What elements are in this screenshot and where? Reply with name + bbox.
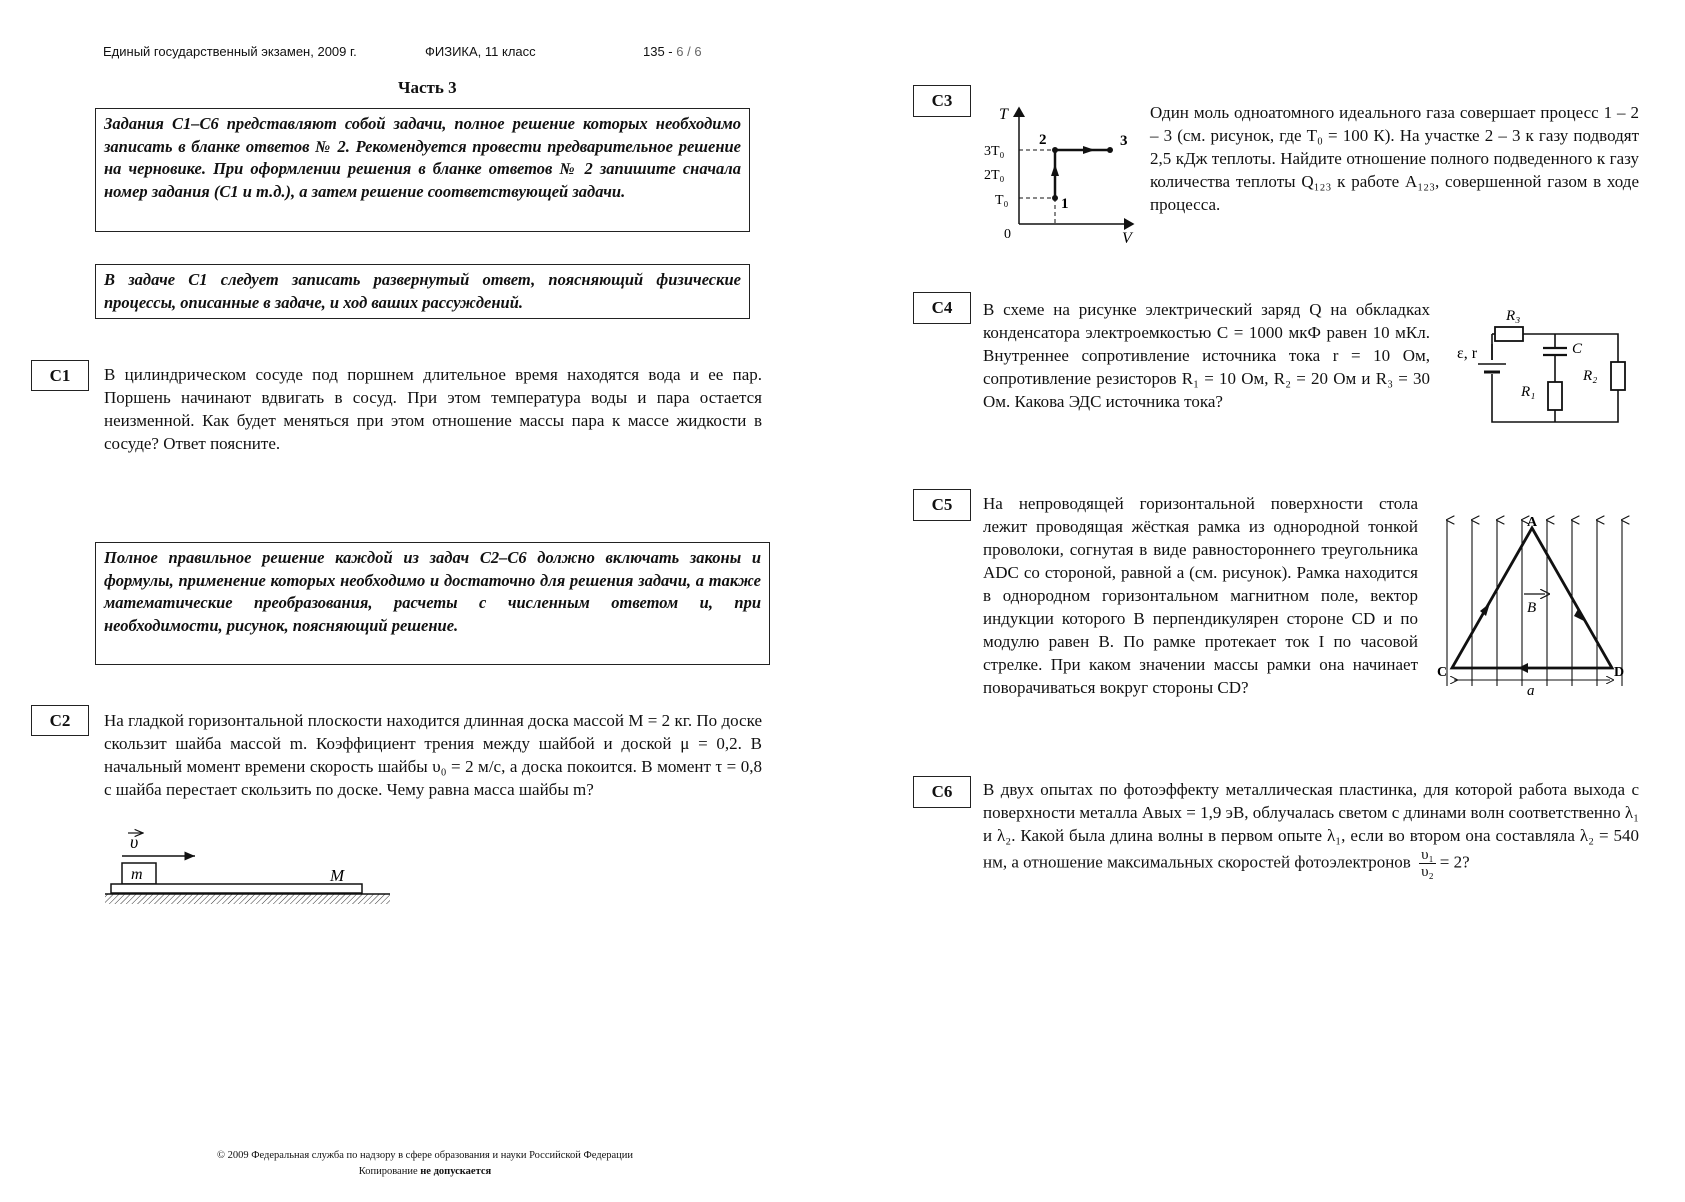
task-text-c4: В схеме на рисунке электрический заряд Q на обкладках конденсатора электроемкостью C = 1000 мкФ равен 10 мКл. Внутреннее сопротивление источника тока r = 10 Ом, сопротивление резисторов R₁ = 10 Ом, R₂ = 20 Ом и R₃ = 30 Ом. Какова ЭДС источника тока? <box>983 300 1430 411</box>
r3-label: R₃ <box>1506 308 1521 324</box>
c5-figure <box>1432 506 1632 698</box>
arrow-2-3 <box>1083 146 1095 154</box>
point-2 <box>1052 147 1058 153</box>
board-label: M <box>330 866 345 885</box>
ratio-tail: = 2? <box>1439 852 1470 872</box>
origin-label: 0 <box>1004 227 1011 242</box>
resistor-r3 <box>1495 327 1523 341</box>
task-label-c6: C6 <box>913 776 971 808</box>
header-exam: Единый государственный экзамен, 2009 г. <box>103 44 357 59</box>
task-label-c5: C5 <box>913 489 971 521</box>
task-text-c1: В цилиндрическом сосуде под поршнем длительное время находятся вода и ее пар. Поршень начинают вдвигать в сосуд. При этом температура воды и пара остается неизменной. Как будет меняться при этом отношение массы пара к массе жидкости в сосуде? Ответ поясните. <box>104 365 762 453</box>
instruction-box-2: В задаче С1 следует записать развернутый ответ, поясняющий физические процессы, описанные в задаче, и ход ваших рассуждений. <box>95 264 750 319</box>
header-subject: ФИЗИКА, 11 класс <box>425 44 536 59</box>
ratio-denominator: υ₂ <box>1421 864 1434 880</box>
tick-3t0: 3T₀ <box>984 144 1005 159</box>
b-label: B <box>1527 600 1537 616</box>
task-label-c1: C1 <box>31 360 89 391</box>
task-text-c3: Один моль одноатомного идеального газа совершает процесс 1 – 2 – 3 (см. рисунок, где T₀ = 100 К). На участке 2 – 3 к газу подводят 2,5 кДж теплоты. Найдите отношение полного подведенного к газу количества теплоты Q₁₂₃ к работе A₁₂₃, совершенной газом в ходе процесса. <box>1150 103 1639 214</box>
task-label-c4: C4 <box>913 292 971 324</box>
task-label-c2: C2 <box>31 705 89 736</box>
t-axis-label: T <box>999 106 1008 123</box>
tick-2t0: 2T₀ <box>984 168 1005 183</box>
footer-copying <box>150 1164 700 1180</box>
footer-copying-bold: не допускается <box>420 1166 492 1177</box>
point-1 <box>1052 195 1058 201</box>
r1-label: R₁ <box>1521 384 1536 400</box>
velocity-label: υ <box>130 832 139 852</box>
board <box>111 884 362 893</box>
capacitor-label: C <box>1572 341 1583 357</box>
triangle-frame <box>1452 528 1612 668</box>
part-title: Часть 3 <box>398 78 457 97</box>
footer <box>150 1148 700 1180</box>
ratio-numerator: υ₁ <box>1421 847 1434 863</box>
vertex-c-label: C <box>1437 665 1448 680</box>
point-3 <box>1107 147 1113 153</box>
task-text-c2: На гладкой горизонтальной плоскости находится длинная доска массой M = 2 кг. По доске скользит шайба массой m. Коэффициент трения между шайбой и доской μ = 0,2. В начальный момент времени скорость шайбы υ₀ = 2 м/с, а доска покоится. В момент τ = 0,8 с шайба перестает скользить по доске. Чему равна масса шайбы m? <box>104 711 762 799</box>
emf-label: ε, r <box>1457 345 1478 362</box>
task-text-c6 <box>983 778 1639 880</box>
instruction-box-3: Полное правильное решение каждой из задач С2–С6 должно включать законы и формулы, применение которых необходимо и достаточно для решения задачи, а также математические преобразования, расчеты с численным ответом и, при необходимости, рисунок, поясняющий решение. <box>95 542 770 665</box>
velocity-ratio <box>1419 847 1436 880</box>
v-axis-label: V <box>1122 230 1132 247</box>
c2-figure <box>100 828 400 913</box>
footer-copyright: © 2009 Федеральная служба по надзору в сфере образования и науки Российской Федерации <box>216 1150 634 1161</box>
c4-circuit <box>1450 300 1640 430</box>
task-label-c3: C3 <box>913 85 971 117</box>
footer-copying-prefix: Копирование <box>358 1166 421 1177</box>
resistor-r1 <box>1548 382 1562 410</box>
r2-label: R₂ <box>1583 368 1598 384</box>
point-2-label: 2 <box>1039 132 1047 148</box>
vertex-d-label: D <box>1614 665 1625 680</box>
instruction-box-1: Задания С1–С6 представляют собой задачи, полное решение которых необходимо записать в бланке ответов № 2. Рекомендуется провести предварительное решение на черновике. При оформлении решения в бланке ответов № 2 запишите сначала номер задания (С1 и т.д.), а затем решение соответствующей задачи. <box>95 108 750 232</box>
side-label: a <box>1527 683 1535 698</box>
arrow-1-2 <box>1051 164 1059 176</box>
tick-t0: T₀ <box>995 193 1009 208</box>
c3-graph <box>975 102 1150 252</box>
ground-hatch <box>105 894 390 904</box>
task-text-c5: На непроводящей горизонтальной поверхности стола лежит проводящая жёсткая рамка из однородной тонкой проволоки, согнутая в виде равностороннего треугольника ADC со стороной, равной a (см. рисунок). Рамка находится в однородном горизонтальном магнитном поле, вектор индукции которого B перпендикулярен стороне CD и по модулю равен B. По рамке протекает ток I по часовой стрелке. При каком значении массы рамки она начинает поворачиваться вокруг стороны CD? <box>983 494 1418 697</box>
current-arrow-bottom <box>1518 663 1528 673</box>
page-code: 135 - <box>643 44 677 59</box>
page-number: 6 / 6 <box>676 44 702 59</box>
point-3-label: 3 <box>1120 133 1128 149</box>
header-page <box>643 44 702 59</box>
puck-label: m <box>131 866 143 883</box>
vertex-a-label: A <box>1527 515 1538 530</box>
point-1-label: 1 <box>1061 196 1069 212</box>
task-text-c6-body: В двух опытах по фотоэффекту металлическая пластинка, для которой работа выхода с поверхности металла Aвых = 1,9 эВ, облучалась светом с длинами волн соответственно λ₁ и λ₂. Какой была длина волны в первом опыте λ₁, если во втором она составляла λ₂ = 540 нм, а отношение максимальных скоростей фотоэлектронов <box>983 780 1639 872</box>
resistor-r2 <box>1611 362 1625 390</box>
